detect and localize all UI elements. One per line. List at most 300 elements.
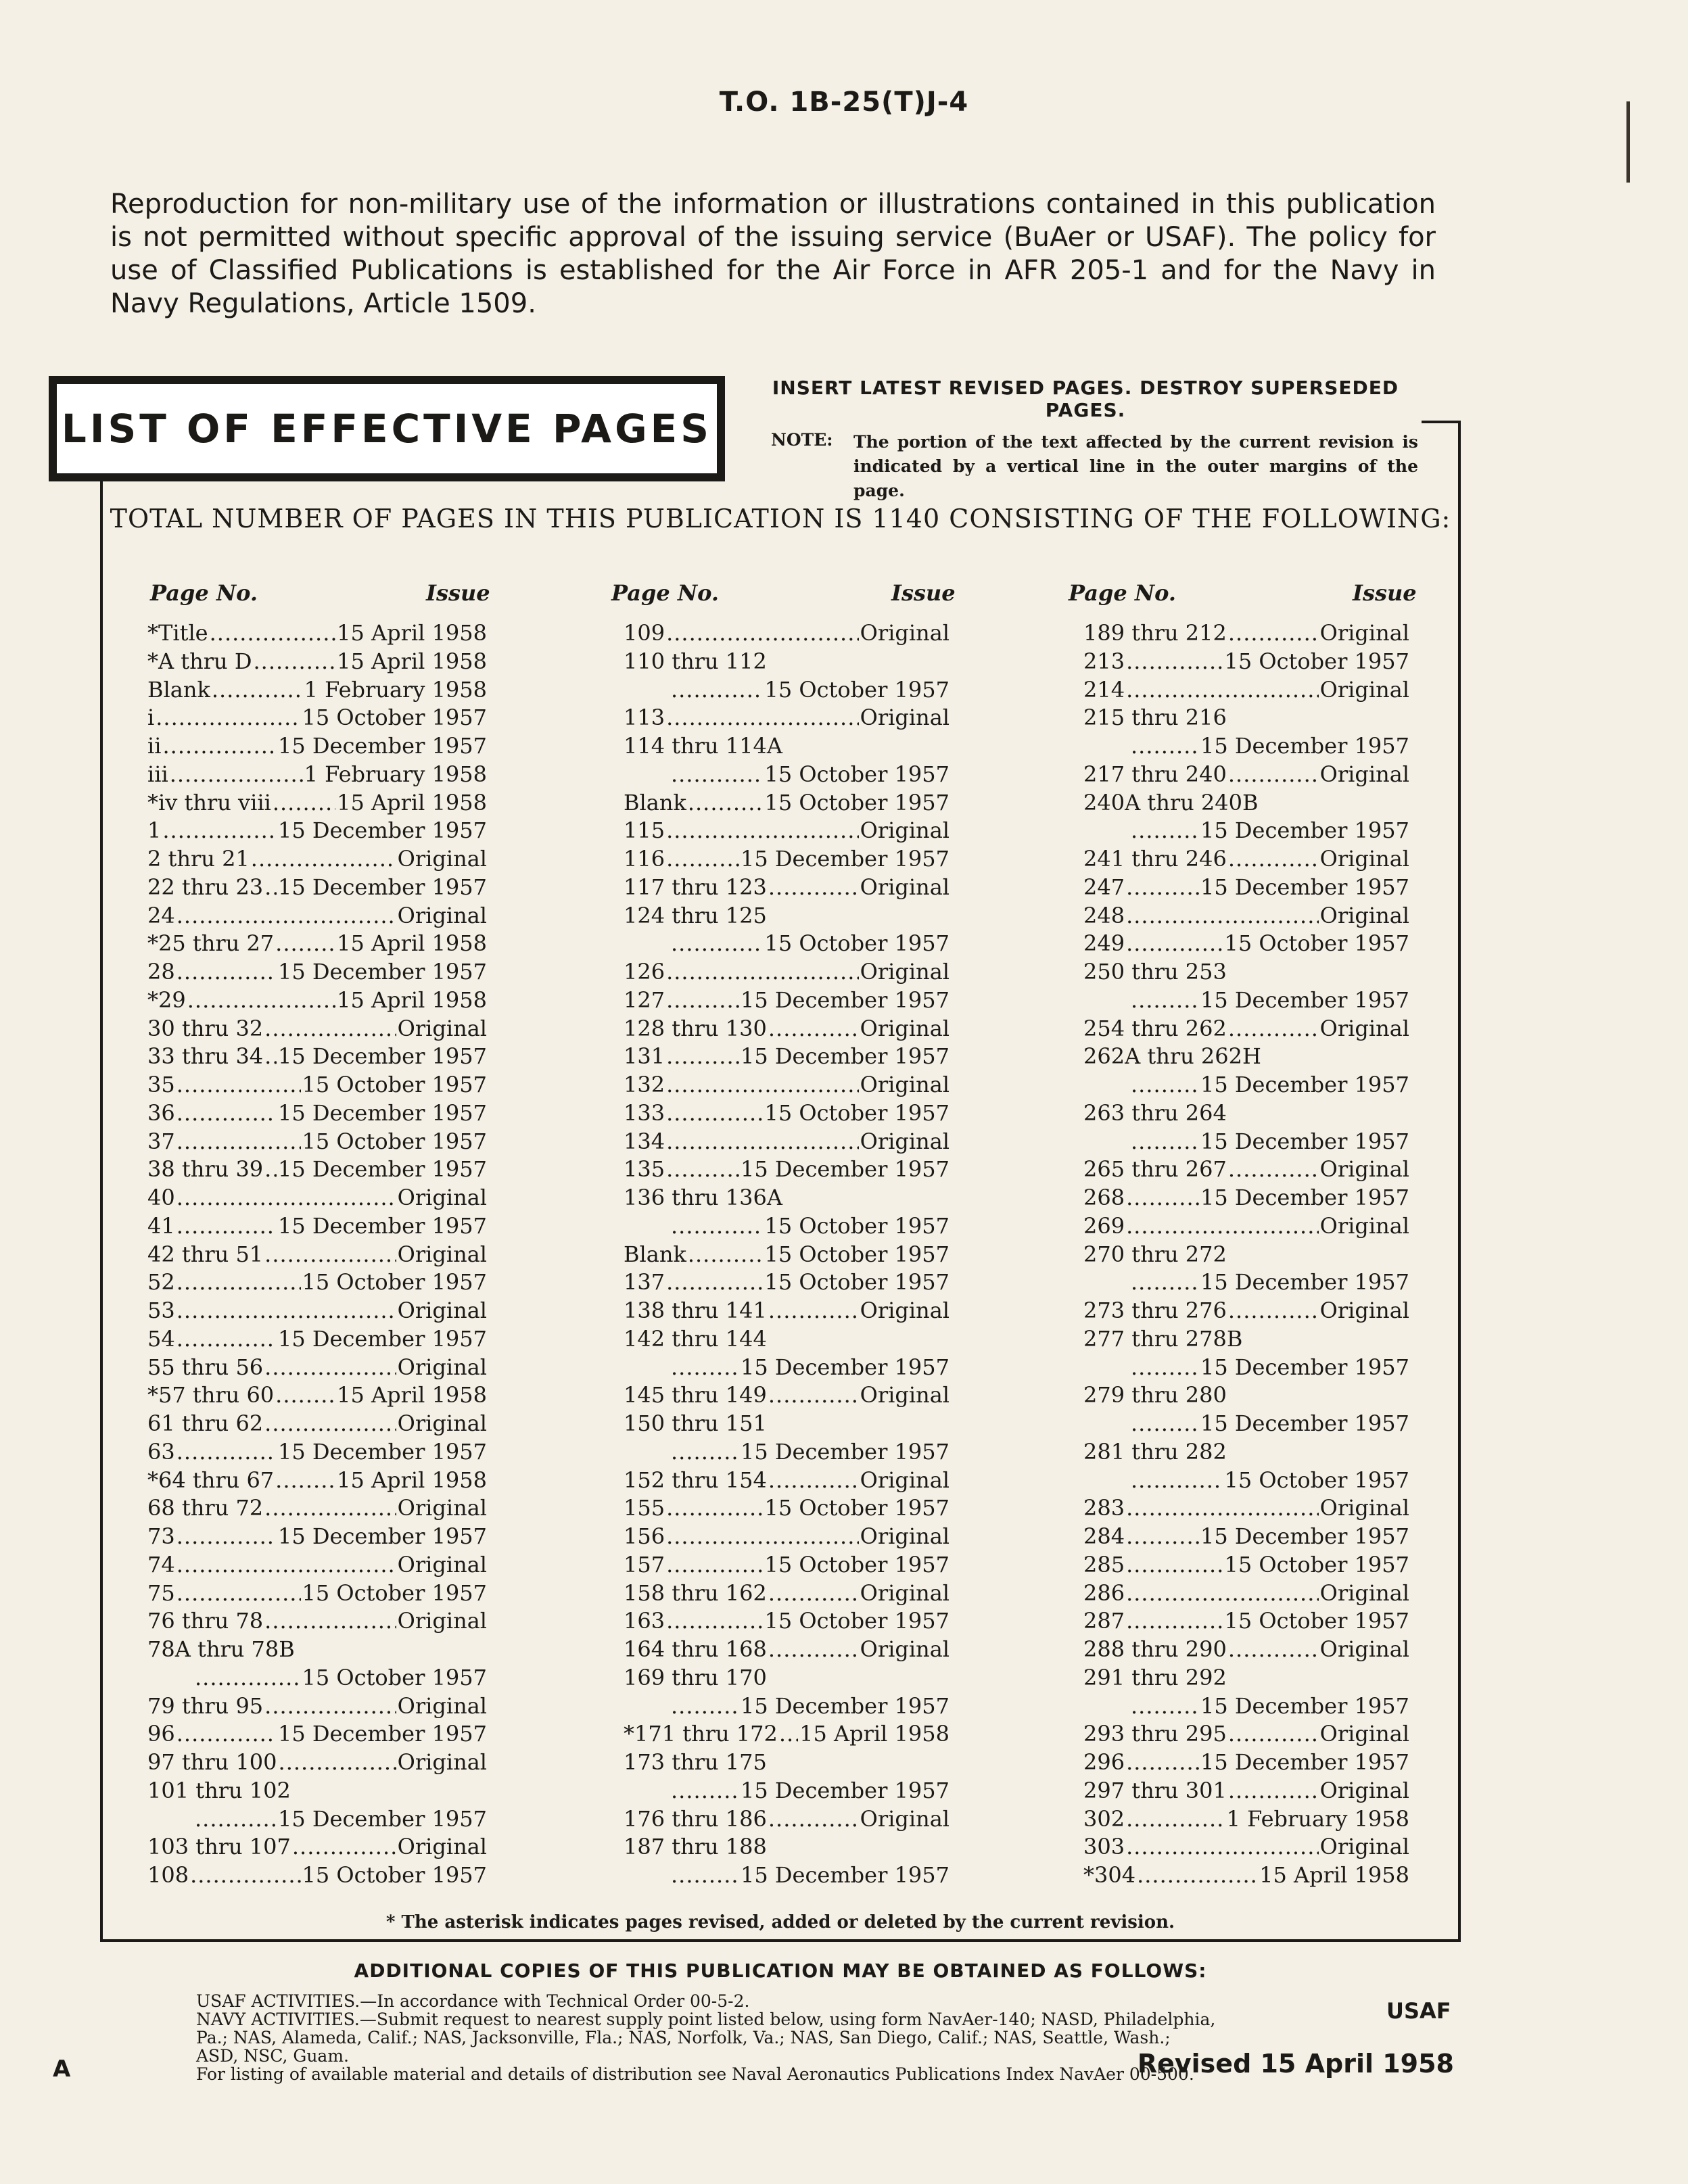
leader-dots [1126,874,1199,902]
leader-dots [671,1438,739,1467]
lep-entry [1083,930,1409,958]
lep-entry [1083,1184,1409,1212]
lep-issue-date: 15 October 1957 [302,1862,487,1888]
lep-entry [147,704,487,732]
lep-entry [1083,1438,1409,1467]
lep-page-number: 96 [147,1721,175,1747]
lep-entry [147,1861,487,1890]
lep-entry [624,761,950,789]
lep-page-number: 68 thru 72 [147,1495,264,1521]
lep-entry [147,1128,487,1156]
leader-dots [264,1354,396,1382]
lep-issue-date: 15 December 1957 [277,1438,487,1465]
lep-entry [624,1580,950,1608]
lep-entry [624,1184,950,1212]
lep-entry [1083,1692,1409,1721]
leader-dots [292,1833,396,1861]
lep-page-number: 262A thru 262H [1083,1043,1261,1070]
lep-entry [147,987,487,1015]
lep-entry [624,845,950,874]
lep-entry [1083,874,1409,902]
lep-entry [147,1268,487,1297]
lep-issue-date: 15 December 1957 [277,1099,487,1126]
lep-entry [1083,1297,1409,1325]
lep-issue-date: 15 December 1957 [740,1156,950,1183]
lep-page-number: 97 thru 100 [147,1749,277,1775]
leader-dots [1228,1720,1319,1749]
lep-page-number: 41 [147,1212,175,1239]
leader-dots [666,817,859,845]
lep-entry [1083,761,1409,789]
lep-page-number: 287 [1083,1608,1125,1634]
lep-issue-date: Original [860,620,950,646]
lep-entry [147,1467,487,1495]
lep-page-number: ii [147,733,162,759]
lep-page-number: 117 thru 123 [624,874,767,900]
lep-issue-date: 15 December 1957 [1200,1410,1409,1436]
lep-entry [624,1325,950,1354]
lep-entry [1083,958,1409,987]
lep-issue-date: 15 April 1958 [337,930,487,957]
lep-entry [147,874,487,902]
lep-entry [1083,1467,1409,1495]
lep-entry [624,1438,950,1467]
lep-issue-date: 15 October 1957 [302,705,487,731]
leader-dots [1228,845,1319,874]
lep-issue-date: 15 October 1957 [764,1495,950,1521]
lep-issue-date: Original [860,705,950,731]
lep-page-number: 189 thru 212 [1083,620,1227,646]
lep-page-number: 214 [1083,676,1125,703]
leader-dots [666,1156,739,1184]
lep-entry [1083,619,1409,648]
col1-issue-header: Issue [426,580,490,606]
leader-dots [1131,1268,1199,1297]
lep-issue-date: 15 April 1958 [337,648,487,674]
lep-entry [147,1438,487,1467]
lep-entry [147,1381,487,1410]
lep-issue-date: 15 October 1957 [302,1269,487,1296]
lep-entry [147,789,487,817]
lep-page-number: *A thru D [147,648,252,674]
lep-entry [624,1833,950,1861]
total-pages-line: TOTAL NUMBER OF PAGES IN THIS PUBLICATION IS 1140 CONSISTING OF THE FOLLOWING: [110,504,1451,533]
additional-line: For listing of available material and details of distribution see Naval Aeronautics Publications Index NavAer 00-500. [196,2064,1194,2084]
lep-page-number: 279 thru 280 [1083,1382,1227,1408]
lep-entry [624,1212,950,1241]
lep-entry [624,1664,950,1692]
lep-entry [147,1692,487,1721]
leader-dots [1126,1184,1199,1212]
lep-entry [147,1410,487,1438]
lep-entry [624,1381,950,1410]
leader-dots [666,1607,763,1636]
lep-issue-date: Original [397,902,487,928]
lep-page-number: 76 thru 78 [147,1608,264,1634]
leader-dots [1126,930,1223,958]
lep-entry [624,1015,950,1043]
note-label: NOTE: [771,430,833,450]
lep-issue-date: 15 December 1957 [277,874,487,900]
lep-issue-date: Original [1319,761,1409,787]
lep-issue-date: 15 December 1957 [277,1212,487,1239]
lep-issue-date: Original [860,1128,950,1154]
lep-page-number: 285 [1083,1551,1125,1577]
lep-page-number: 286 [1083,1580,1125,1606]
lep-issue-date: 15 October 1957 [764,1269,950,1296]
leader-dots [666,1071,859,1099]
leader-dots [177,1128,301,1156]
lep-entry [147,761,487,789]
lep-entry [1083,1777,1409,1805]
leader-dots [190,1861,300,1890]
lep-issue-date: Original [1319,1636,1409,1662]
leader-dots [671,930,764,958]
leader-dots [177,1325,277,1354]
leader-dots [1137,1861,1258,1890]
lep-entry [1083,1805,1409,1834]
lep-entry [624,648,950,676]
lep-entry [624,1494,950,1523]
leader-dots [666,1551,763,1580]
lep-page-number: 42 thru 51 [147,1241,264,1267]
lep-page-number: 35 [147,1072,175,1097]
leader-dots [666,1099,763,1128]
lep-entry [624,1523,950,1551]
lep-entry [624,1268,950,1297]
lep-entry [1083,1071,1409,1099]
leader-dots [251,845,396,874]
leader-dots [275,1467,335,1495]
lep-entry [1083,789,1409,817]
lep-issue-date: 15 April 1958 [337,789,487,815]
lep-issue-date: Original [1319,676,1409,703]
leader-dots [688,1241,764,1269]
lep-issue-date: 15 October 1957 [764,1608,950,1634]
lep-issue-date: 15 October 1957 [764,1241,950,1267]
lep-issue-date: 15 December 1957 [740,1043,950,1070]
lep-page-number: 52 [147,1269,175,1296]
lep-issue-date: Original [1319,620,1409,646]
leader-dots [264,1410,396,1438]
leader-dots [768,1467,859,1495]
footer-revised-date: Revised 15 April 1958 [1137,2049,1454,2079]
leader-dots [264,1015,396,1043]
lep-page-number: 247 [1083,874,1125,900]
lep-entry [624,1297,950,1325]
leader-dots [1131,987,1199,1015]
lep-page-number: 133 [624,1099,665,1126]
lep-entry [147,1212,487,1241]
lep-page-number: 155 [624,1495,665,1521]
lep-issue-date: 15 October 1957 [302,1128,487,1154]
lep-entry [624,1692,950,1721]
lep-page-number: iii [147,761,168,787]
leader-dots [195,1664,301,1692]
lep-entry [1083,1268,1409,1297]
lep-page-number: 110 thru 112 [624,648,767,674]
leader-dots [779,1720,798,1749]
lep-page-number: 169 thru 170 [624,1664,767,1690]
lep-entry [624,676,950,705]
lep-issue-date: Original [860,1298,950,1323]
leader-dots [768,1381,859,1410]
leader-dots [264,1692,396,1721]
lep-title: LIST OF EFFECTIVE PAGES [61,406,713,452]
lep-page-number: 291 thru 292 [1083,1664,1227,1690]
lep-entry [147,1099,487,1128]
lep-page-number: 240A thru 240B [1083,789,1259,815]
lep-issue-date: Original [860,1072,950,1097]
lep-issue-date: 15 October 1957 [1224,1467,1409,1493]
lep-issue-date: 15 October 1957 [764,930,950,957]
lep-entry [624,987,950,1015]
leader-dots [264,1607,396,1636]
lep-issue-date: 15 December 1957 [1200,817,1409,844]
lep-page-number: 164 thru 168 [624,1636,767,1662]
additional-line: Pa.; NAS, Alameda, Calif.; NAS, Jacksonville, Fla.; NAS, Norfolk, Va.; NAS, San Diego, Calif.; NAS, Seattle, Wash.; [196,2028,1171,2047]
lep-entry [624,958,950,987]
lep-entry [147,1156,487,1184]
lep-issue-date: 15 December 1957 [277,1721,487,1747]
lep-entry [147,1833,487,1861]
lep-entry [624,817,950,845]
lep-issue-date: Original [860,874,950,900]
lep-issue-date: 15 April 1958 [799,1721,950,1747]
lep-page-number: 281 thru 282 [1083,1438,1227,1465]
leader-dots [1126,1805,1225,1834]
lep-issue-date: 15 December 1957 [1200,1269,1409,1296]
lep-issue-date: 15 October 1957 [764,676,950,703]
leader-dots [1131,1467,1223,1495]
lep-page-number: 134 [624,1128,665,1154]
lep-entry [1083,1636,1409,1664]
lep-page-number: 53 [147,1298,175,1323]
lep-column-2 [624,619,950,1890]
leader-dots [666,958,859,987]
lep-issue-date: 15 December 1957 [1200,1072,1409,1097]
lep-issue-date: 15 December 1957 [1200,1185,1409,1210]
lep-issue-date: Original [1319,1580,1409,1606]
lep-issue-date: 15 December 1957 [277,1523,487,1549]
leader-dots [666,987,739,1015]
leader-dots [156,704,300,732]
lep-page-number: 250 thru 253 [1083,959,1227,984]
lep-issue-date: 15 October 1957 [764,789,950,815]
leader-dots [264,1494,396,1523]
lep-entry [147,1184,487,1212]
lep-page-number: 213 [1083,648,1125,674]
leader-dots [1131,1692,1199,1721]
lep-entry [1083,1241,1409,1269]
lep-page-number: 293 thru 295 [1083,1721,1227,1747]
lep-issue-date: 15 April 1958 [337,1382,487,1408]
lep-page-number: 215 thru 216 [1083,705,1227,731]
lep-page-number: 73 [147,1523,175,1549]
lep-issue-date: Original [1319,1777,1409,1803]
leader-dots [1228,1777,1319,1805]
lep-page-number: *25 thru 27 [147,930,275,957]
leader-dots [666,1494,763,1523]
lep-entry [147,1297,487,1325]
lep-page-number: 142 thru 144 [624,1325,767,1352]
lep-entry [147,1241,487,1269]
lep-page-number: 114 thru 114A [624,733,782,759]
lep-issue-date: 15 December 1957 [277,1043,487,1070]
lep-issue-date: Original [1319,1156,1409,1183]
leader-dots [1228,1297,1319,1325]
lep-page-number: 145 thru 149 [624,1382,767,1408]
lep-issue-date: Original [1319,1298,1409,1323]
lep-page-number: 137 [624,1269,665,1296]
lep-page-number: 74 [147,1551,175,1577]
leader-dots [162,732,277,761]
leader-dots [264,1043,277,1071]
lep-issue-date: 15 October 1957 [302,1664,487,1690]
lep-entry [624,1467,950,1495]
lep-page-number: 254 thru 262 [1083,1015,1227,1041]
leader-dots [1228,1636,1319,1664]
lep-issue-date: Original [397,1015,487,1041]
lep-page-number: 176 thru 186 [624,1805,767,1832]
lep-page-number: *Title [147,620,208,646]
lep-issue-date: Original [397,1241,487,1267]
lep-page-number: 269 [1083,1212,1125,1239]
additional-line: USAF ACTIVITIES.—In accordance with Technical Order 00-5-2. [196,1991,750,2011]
lep-entry [1083,1325,1409,1354]
footer-page-letter: A [53,2056,71,2083]
asterisk-note: * The asterisk indicates pages revised, added or deleted by the current revision. [385,1912,1175,1932]
additional-line: ASD, NSC, Guam. [196,2046,349,2066]
to-number: T.O. 1B-25(T)J-4 [719,87,969,118]
lep-page-number: i [147,705,155,731]
lep-page-number: 127 [624,987,665,1013]
lep-page-number: 241 thru 246 [1083,846,1227,872]
lep-issue-date: Original [860,1015,950,1041]
lep-issue-date: 15 December 1957 [1200,987,1409,1013]
col2-page-header: Page No. [611,580,719,606]
lep-issue-date: 15 October 1957 [764,1212,950,1239]
lep-page-number: 217 thru 240 [1083,761,1227,787]
lep-page-number: 126 [624,959,665,984]
lep-entry [624,704,950,732]
lep-entry [1083,1749,1409,1777]
additional-line: NAVY ACTIVITIES.—Submit request to nearest supply point listed below, using form NavAer-140; NASD, Philadelphia, [196,2010,1216,2029]
lep-page-number: 303 [1083,1834,1125,1860]
leader-dots [1126,902,1319,930]
lep-issue-date: 15 October 1957 [764,1099,950,1126]
lep-page-number: 78A thru 78B [147,1636,295,1662]
leader-dots [1126,1551,1223,1580]
lep-page-number: 263 thru 264 [1083,1099,1227,1126]
leader-dots [177,1297,396,1325]
leader-dots [1228,1156,1319,1184]
lep-issue-date: 15 October 1957 [764,761,950,787]
lep-page-number: 38 thru 39 [147,1156,264,1183]
lep-issue-date: 15 December 1957 [740,1862,950,1888]
lep-entry [1083,1381,1409,1410]
lep-page-number: 124 thru 125 [624,902,767,928]
lep-page-number: 54 [147,1325,175,1352]
leader-dots [666,619,859,648]
lep-issue-date: Original [397,1749,487,1775]
lep-entry [624,1636,950,1664]
lep-page-number: 61 thru 62 [147,1410,264,1436]
leader-dots [264,1156,277,1184]
lep-issue-date: 15 April 1958 [337,1467,487,1493]
leader-dots [212,676,303,705]
lep-entry [624,1354,950,1382]
leader-dots [1131,732,1199,761]
leader-dots [768,1805,859,1834]
lep-issue-date: 15 December 1957 [740,1438,950,1465]
lep-page-number: 173 thru 175 [624,1749,767,1775]
lep-entry [147,1551,487,1580]
lep-issue-date: 15 December 1957 [277,1156,487,1183]
leader-dots [1126,1212,1319,1241]
lep-issue-date: Original [1319,1212,1409,1239]
lep-entry [1083,1015,1409,1043]
leader-dots [1126,1494,1319,1523]
col3-issue-header: Issue [1353,580,1417,606]
lep-issue-date: Original [860,1523,950,1549]
lep-entry [1083,1607,1409,1636]
lep-entry [147,1720,487,1749]
lep-entry [1083,1833,1409,1861]
lep-entry [147,845,487,874]
lep-page-number: 297 thru 301 [1083,1777,1227,1803]
lep-entry [624,874,950,902]
leader-dots [768,1297,859,1325]
col1-page-header: Page No. [150,580,258,606]
lep-entry [624,732,950,761]
leader-dots [671,1692,739,1721]
leader-dots [671,761,764,789]
lep-entry [147,648,487,676]
leader-dots [688,789,764,817]
lep-page-number: 63 [147,1438,175,1465]
lep-entry [1083,817,1409,845]
lep-issue-date: Original [397,1551,487,1577]
leader-dots [210,619,336,648]
lep-page-number: 116 [624,846,665,872]
lep-entry [1083,1410,1409,1438]
lep-issue-date: Original [860,1805,950,1832]
lep-page-number: 28 [147,959,175,984]
usaf-mark: USAF [1386,1998,1451,2024]
lep-entry [624,902,950,930]
lep-entry [624,1043,950,1071]
lep-issue-date: 15 December 1957 [1200,1354,1409,1380]
lep-page-number: 268 [1083,1185,1125,1210]
lep-page-number: 302 [1083,1805,1125,1832]
lep-page-number: *57 thru 60 [147,1382,275,1408]
lep-page-number: 22 thru 23 [147,874,264,900]
lep-entry [624,1777,950,1805]
lep-issue-date: Original [860,1636,950,1662]
lep-entry [147,1015,487,1043]
lep-entry [147,1777,487,1805]
leader-dots [177,1551,396,1580]
reproduction-notice: Reproduction for non-military use of the information or illustrations contained in this publication is not permitted without specific approval of the issuing service (BuAer or USAF). The policy for use of Classified Publications is established for the Air Force in AFR 205-1 and for the Navy in Navy Regulations, Article 1509. [110,189,1436,319]
lep-issue-date: 15 April 1958 [337,987,487,1013]
lep-page-number: *iv thru viii [147,789,271,815]
lep-issue-date: 15 December 1957 [277,1805,487,1832]
leader-dots [1131,1410,1199,1438]
leader-dots [1228,761,1319,789]
leader-dots [177,1099,277,1128]
lep-page-number: 79 thru 95 [147,1692,264,1719]
